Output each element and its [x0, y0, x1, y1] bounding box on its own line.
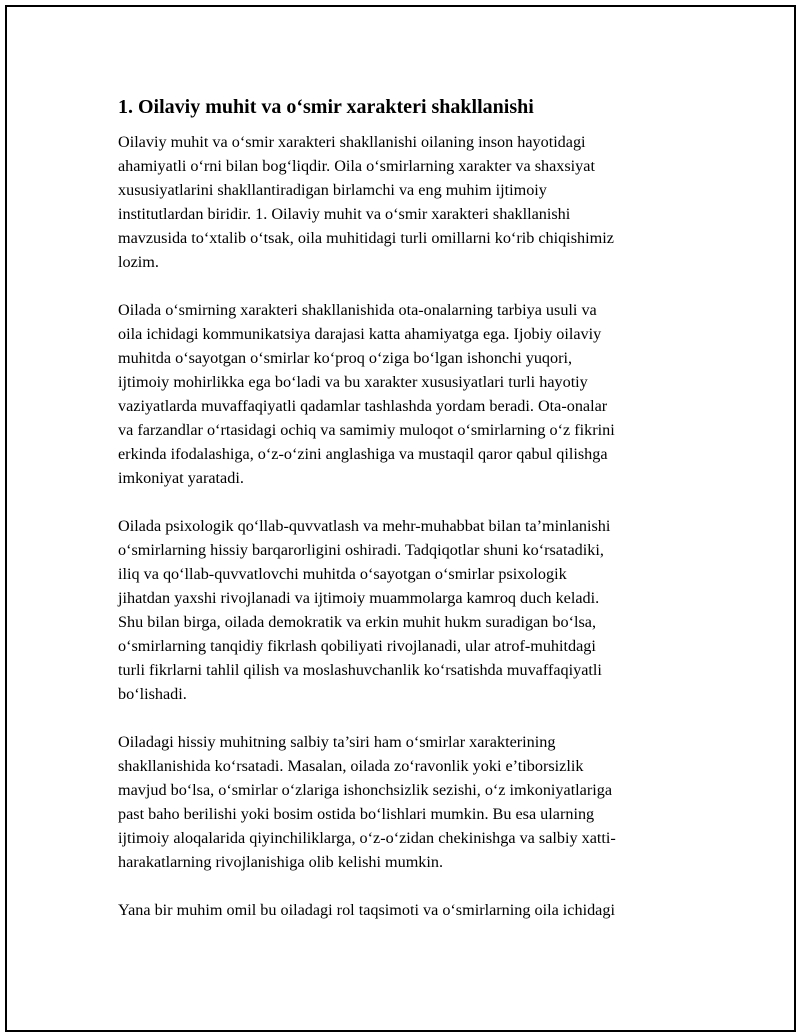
- paragraph-3: Oilada psixologik qo‘llab-quvvatlash va mehr-muhabbat bilan ta’minlanishi o‘smirlarning hissiy barqarorligini oshiradi. Tadqiqotlar shuni ko‘rsatadiki, iliq va qo‘llab-quvvatlovchi muhitda o‘sayotgan o‘smirlar psixologik jihatdan yaxshi rivojlanadi va ijtimoiy muammolarga kamroq duch keladi. Shu bilan birga, oilada demokratik va erkin muhit hukm suradigan bo‘lsa, o‘smirlarning tanqidiy fikrlash qobiliyati rivojlanadi, ular atrof-muhitdagi turli fikrlarni tahlil qilish va moslashuvchanlik ko‘rsatishda muvaffaqiyatli bo‘lishadi.: [118, 517, 611, 703]
- section-heading: 1. Oilaviy muhit va o‘smir xarakteri shakllanishi: [118, 96, 534, 118]
- paragraph-5: Yana bir muhim omil bu oiladagi rol taqsimoti va o‘smirlarning oila ichidagi: [118, 901, 615, 919]
- document-body: [118, 94, 684, 946]
- paragraph-1: Oilaviy muhit va o‘smir xarakteri shakllanishi oilaning inson hayotidagi ahamiyatli o‘rni bilan bog‘liqdir. Oila o‘smirlarning xarakter va shaxsiyat xususiyatlarini shakllantiradigan birlamchi va eng muhim ijtimoiy institutlardan biridir. 1. Oilaviy muhit va o‘smir xarakteri shakllanishi mavzusida to‘xtalib o‘tsak, oila muhitidagi turli omillarni ko‘rib chiqishimiz lozim.: [118, 133, 614, 271]
- paragraph-4: Oiladagi hissiy muhitning salbiy ta’siri ham o‘smirlar xarakterining shakllanishida ko‘rsatadi. Masalan, oilada zo‘ravonlik yoki e’tiborsizlik mavjud bo‘lsa, o‘smirlar o‘zlariga ishonchsizlik sezishi, o‘z imkoniyatlariga past baho berilishi yoki bosim ostida bo‘lishlari mumkin. Bu esa ularning ijtimoiy aloqalarida qiyinchiliklarga, o‘z-o‘zidan chekinishga va salbiy xatti- harakatlarning rivojlanishiga olib kelishi mumkin.: [118, 733, 616, 871]
- paragraph-2: Oilada o‘smirning xarakteri shakllanishida ota-onalarning tarbiya usuli va oila ichidagi kommunikatsiya darajasi katta ahamiyatga ega. Ijobiy oilaviy muhitda o‘sayotgan o‘smirlar ko‘proq o‘ziga bo‘lgan ishonchi yuqori, ijtimoiy mohirlikka ega bo‘ladi va bu xarakter xususiyatlari turli hayotiy vaziyatlarda muvaffaqiyatli qadamlar tashlashda yordam beradi. Ota-onalar va farzandlar o‘rtasidagi ochiq va samimiy muloqot o‘smirlarning o‘z fikrini erkinda ifodalashiga, o‘z-o‘zini anglashiga va mustaqil qaror qabul qilishga imkoniyat yaratadi.: [118, 301, 615, 487]
